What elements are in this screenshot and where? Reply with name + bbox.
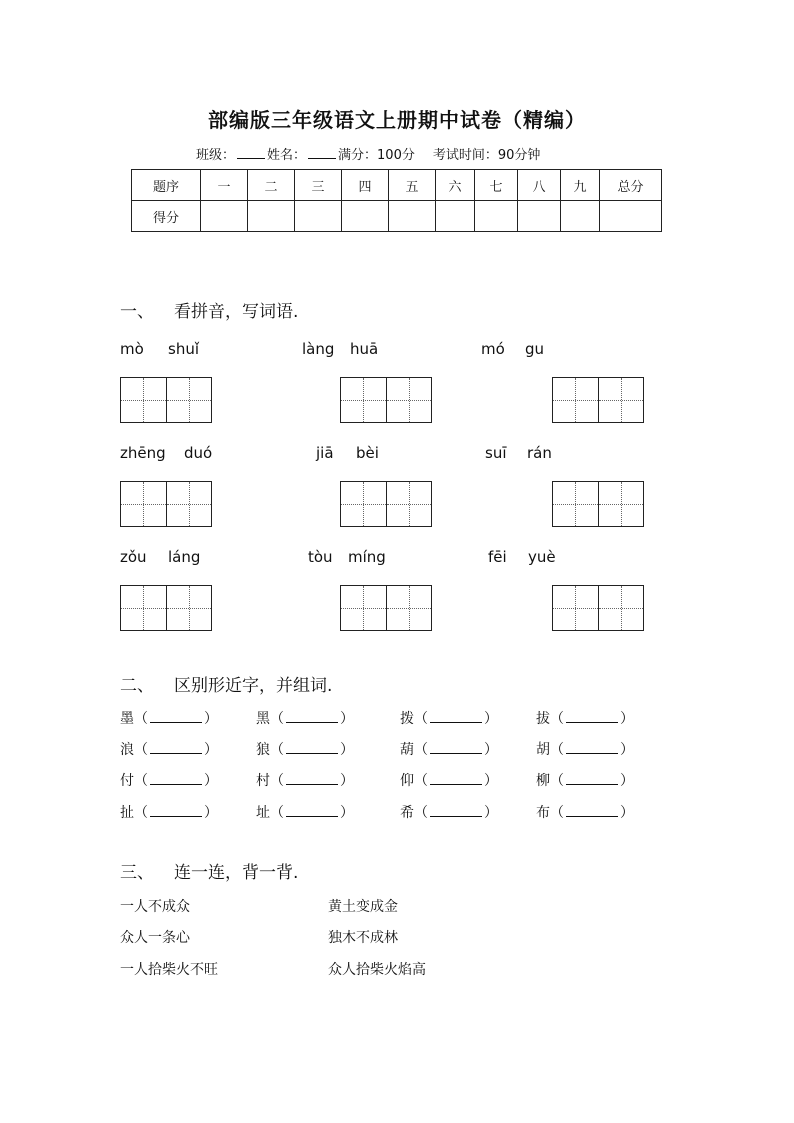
- pinyin: duó: [184, 444, 213, 462]
- paren: ）: [620, 805, 634, 821]
- section-title: 看拼音，写词语.: [174, 302, 299, 322]
- pinyin: yuè: [528, 548, 556, 566]
- answer-blank[interactable]: [566, 741, 618, 754]
- pinyin-group: [120, 548, 200, 566]
- char-item: [400, 802, 498, 822]
- score-table-header-row: [132, 170, 662, 201]
- answer-blank[interactable]: [430, 710, 482, 723]
- paren: ）: [620, 711, 634, 727]
- name-blank[interactable]: [308, 146, 336, 159]
- section-title: 连一连，背一背.: [174, 863, 299, 883]
- answer-blank[interactable]: [286, 804, 338, 817]
- score-cell[interactable]: [436, 201, 475, 232]
- class-blank[interactable]: [237, 146, 265, 159]
- section-number: 一、: [120, 302, 154, 322]
- char: 墨: [120, 711, 134, 727]
- paren: ）: [204, 773, 218, 789]
- match-left-item[interactable]: 众人一条心: [120, 930, 190, 946]
- exam-info: [196, 144, 540, 163]
- pinyin: shuǐ: [168, 340, 199, 358]
- pinyin: jiā: [316, 444, 334, 462]
- paren: （: [270, 742, 284, 758]
- paren: ）: [204, 742, 218, 758]
- paren: （: [134, 773, 148, 789]
- paren: （: [414, 773, 428, 789]
- paren: （: [550, 805, 564, 821]
- table-cell: 三: [295, 170, 342, 201]
- paren: ）: [204, 711, 218, 727]
- answer-blank[interactable]: [286, 710, 338, 723]
- score-cell[interactable]: [295, 201, 342, 232]
- score-cell[interactable]: [561, 201, 600, 232]
- match-right-item[interactable]: 独木不成林: [328, 930, 398, 946]
- table-cell: 八: [518, 170, 561, 201]
- pinyin-group: [485, 444, 552, 462]
- pinyin-group: [316, 444, 379, 462]
- answer-blank[interactable]: [566, 804, 618, 817]
- char: 扯: [120, 805, 134, 821]
- score-cell[interactable]: [342, 201, 389, 232]
- paren: ）: [484, 742, 498, 758]
- score-cell[interactable]: [389, 201, 436, 232]
- score-table: [131, 169, 662, 232]
- table-cell: 总分: [600, 170, 662, 201]
- pinyin: gu: [525, 340, 545, 358]
- char-item: [536, 802, 634, 822]
- writing-grid[interactable]: [120, 585, 212, 631]
- paren: ）: [340, 773, 354, 789]
- pinyin: suī: [485, 444, 507, 462]
- writing-grid[interactable]: [120, 377, 212, 423]
- match-left-item[interactable]: 一人拾柴火不旺: [120, 962, 218, 978]
- pinyin-group: [481, 340, 544, 358]
- char-item: [120, 770, 218, 790]
- table-cell: 五: [389, 170, 436, 201]
- score-cell[interactable]: [600, 201, 662, 232]
- answer-blank[interactable]: [430, 741, 482, 754]
- paren: ）: [340, 805, 354, 821]
- writing-grid[interactable]: [340, 377, 432, 423]
- pinyin: huā: [350, 340, 379, 358]
- pinyin: láng: [168, 548, 201, 566]
- table-cell: 一: [201, 170, 248, 201]
- pinyin: mó: [481, 340, 505, 358]
- pinyin-group: [120, 444, 212, 462]
- char-item: [536, 708, 634, 728]
- paren: ）: [340, 742, 354, 758]
- table-cell: 得分: [132, 201, 201, 232]
- answer-blank[interactable]: [150, 741, 202, 754]
- table-cell: 九: [561, 170, 600, 201]
- paren: （: [550, 742, 564, 758]
- score-cell[interactable]: [518, 201, 561, 232]
- section-1-heading: [120, 297, 298, 322]
- match-right-item[interactable]: 众人拾柴火焰高: [328, 962, 426, 978]
- pinyin-group: [488, 548, 556, 566]
- char: 付: [120, 773, 134, 789]
- paren: （: [550, 711, 564, 727]
- pinyin: làng: [302, 340, 335, 358]
- section-number: 三、: [120, 863, 154, 883]
- answer-blank[interactable]: [286, 741, 338, 754]
- score-table-score-row: [132, 201, 662, 232]
- paren: ）: [340, 711, 354, 727]
- answer-blank[interactable]: [150, 710, 202, 723]
- pinyin: rán: [527, 444, 552, 462]
- paren: （: [270, 773, 284, 789]
- writing-grid[interactable]: [120, 481, 212, 527]
- pinyin: mò: [120, 340, 144, 358]
- char-item: [120, 708, 218, 728]
- class-label: 班级：: [196, 148, 236, 163]
- answer-blank[interactable]: [150, 772, 202, 785]
- pinyin: zǒu: [120, 548, 147, 566]
- paren: ）: [204, 805, 218, 821]
- writing-grid[interactable]: [340, 481, 432, 527]
- char: 拔: [536, 711, 550, 727]
- char-item: [256, 739, 354, 759]
- section-title: 区别形近字，并组词.: [174, 676, 333, 696]
- answer-blank[interactable]: [286, 772, 338, 785]
- score-cell[interactable]: [248, 201, 295, 232]
- char-item: [400, 739, 498, 759]
- char: 狼: [256, 742, 270, 758]
- char: 仰: [400, 773, 414, 789]
- paren: （: [134, 711, 148, 727]
- char: 布: [536, 805, 550, 821]
- section-number: 二、: [120, 676, 154, 696]
- name-label: 姓名：: [267, 148, 307, 163]
- char-item: [120, 802, 218, 822]
- char: 村: [256, 773, 270, 789]
- full-score-label: 满分：100分: [338, 148, 415, 163]
- answer-blank[interactable]: [566, 710, 618, 723]
- paren: （: [414, 805, 428, 821]
- char: 址: [256, 805, 270, 821]
- paren: （: [550, 773, 564, 789]
- table-cell: 七: [475, 170, 518, 201]
- section-3-heading: [120, 858, 298, 883]
- answer-blank[interactable]: [430, 772, 482, 785]
- page-title: 部编版三年级语文上册期中试卷（精编）: [208, 108, 586, 132]
- section-2-heading: [120, 671, 332, 696]
- paren: （: [414, 742, 428, 758]
- char-item: [120, 739, 218, 759]
- paren: （: [134, 805, 148, 821]
- answer-blank[interactable]: [150, 804, 202, 817]
- char-item: [400, 708, 498, 728]
- paren: ）: [484, 773, 498, 789]
- pinyin: tòu: [308, 548, 333, 566]
- char: 胡: [536, 742, 550, 758]
- pinyin: zhēng: [120, 444, 166, 462]
- paren: （: [134, 742, 148, 758]
- score-cell[interactable]: [201, 201, 248, 232]
- pinyin: bèi: [356, 444, 379, 462]
- score-cell[interactable]: [475, 201, 518, 232]
- char: 浪: [120, 742, 134, 758]
- paren: ）: [620, 773, 634, 789]
- answer-blank[interactable]: [566, 772, 618, 785]
- writing-grid[interactable]: [552, 481, 644, 527]
- char-item: [256, 802, 354, 822]
- paren: （: [414, 711, 428, 727]
- paren: （: [270, 805, 284, 821]
- pinyin: míng: [348, 548, 386, 566]
- writing-grid[interactable]: [552, 377, 644, 423]
- char-item: [256, 708, 354, 728]
- char: 拨: [400, 711, 414, 727]
- answer-blank[interactable]: [430, 804, 482, 817]
- char: 希: [400, 805, 414, 821]
- pinyin-group: [302, 340, 378, 358]
- char: 黑: [256, 711, 270, 727]
- writing-grid[interactable]: [340, 585, 432, 631]
- char-item: [400, 770, 498, 790]
- writing-grid[interactable]: [552, 585, 644, 631]
- table-cell: 四: [342, 170, 389, 201]
- table-cell: 二: [248, 170, 295, 201]
- paren: ）: [620, 742, 634, 758]
- match-right-item[interactable]: 黄土变成金: [328, 899, 398, 915]
- table-cell: 六: [436, 170, 475, 201]
- pinyin-group: [120, 340, 199, 358]
- match-left-item[interactable]: 一人不成众: [120, 899, 190, 915]
- char-item: [536, 770, 634, 790]
- char: 葫: [400, 742, 414, 758]
- exam-time-label: 考试时间：90分钟: [432, 148, 541, 163]
- char-item: [536, 739, 634, 759]
- paren: ）: [484, 711, 498, 727]
- pinyin: fēi: [488, 548, 507, 566]
- pinyin-group: [308, 548, 386, 566]
- paren: ）: [484, 805, 498, 821]
- paren: （: [270, 711, 284, 727]
- char: 柳: [536, 773, 550, 789]
- table-cell: 题序: [132, 170, 201, 201]
- char-item: [256, 770, 354, 790]
